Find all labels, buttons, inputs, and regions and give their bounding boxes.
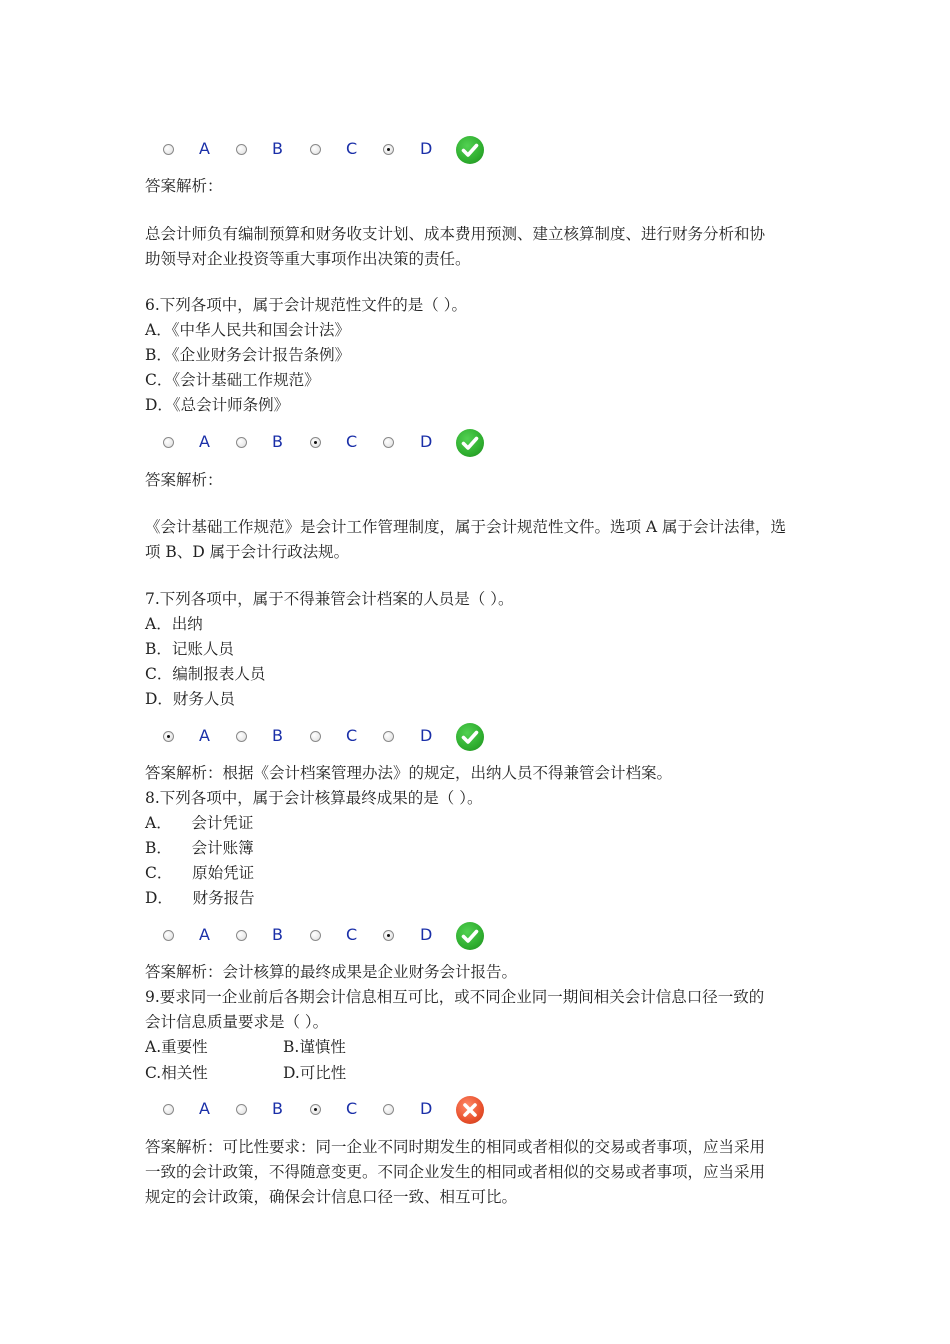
question-6-stem: 6.下列各项中，属于会计规范性文件的是（ ）。	[145, 296, 467, 314]
answer-row-q7	[163, 723, 523, 751]
radio-option-d[interactable]	[383, 1104, 394, 1115]
option-b-label[interactable]: B	[272, 432, 283, 451]
radio-option-b[interactable]	[236, 144, 247, 155]
radio-option-c[interactable]	[310, 144, 321, 155]
explanation-q5-line2: 助领导对企业投资等重大事项作出决策的责任。	[145, 250, 471, 268]
option-d-label[interactable]: D	[420, 726, 433, 745]
radio-option-c[interactable]	[310, 437, 321, 448]
correct-check-icon	[456, 723, 484, 751]
option-a-label[interactable]: A	[199, 139, 210, 158]
answer-row-q9	[163, 1096, 523, 1124]
question-7-choice-c: C．编制报表人员	[145, 665, 266, 683]
option-c-label[interactable]: C	[346, 1099, 358, 1118]
answer-row-q5	[163, 136, 523, 164]
radio-option-c[interactable]	[310, 930, 321, 941]
radio-option-b[interactable]	[236, 930, 247, 941]
analysis-label-q5: 答案解析：	[145, 177, 223, 195]
option-d-label[interactable]: D	[420, 139, 433, 158]
explanation-q9-line3: 规定的会计政策，确保会计信息口径一致、相互可比。	[145, 1188, 518, 1206]
answer-row-q8	[163, 922, 523, 950]
question-8-choice-c: C． 原始凭证	[145, 864, 255, 882]
question-6-choice-a: A．《中华人民共和国会计法》	[145, 321, 350, 339]
question-7-choice-b: B．记账人员	[145, 640, 234, 658]
radio-option-d[interactable]	[383, 930, 394, 941]
explanation-q9-line2: 一致的会计政策，不得随意变更。不同企业发生的相同或者相似的交易或者事项，应当采用	[145, 1163, 766, 1181]
radio-option-d[interactable]	[383, 144, 394, 155]
option-a-label[interactable]: A	[199, 925, 210, 944]
explanation-q6-line1: 《会计基础工作规范》是会计工作管理制度，属于会计规范性文件。选项 A 属于会计法律，选	[145, 518, 787, 536]
option-a-label[interactable]: A	[199, 1099, 210, 1118]
radio-option-a[interactable]	[163, 1104, 174, 1115]
radio-option-a[interactable]	[163, 437, 174, 448]
radio-option-a[interactable]	[163, 930, 174, 941]
question-9-choice-c: C.相关性	[145, 1064, 208, 1082]
explanation-q9-line1: 答案解析：可比性要求：同一企业不同时期发生的相同或者相似的交易或者事项，应当采用	[145, 1138, 766, 1156]
question-9-choice-d: D.可比性	[283, 1064, 347, 1082]
explanation-q5-line1: 总会计师负有编制预算和财务收支计划、成本费用预测、建立核算制度、进行财务分析和协	[145, 225, 766, 243]
radio-option-c[interactable]	[310, 1104, 321, 1115]
question-9-stem-line2: 会计信息质量要求是（ ）。	[145, 1013, 329, 1031]
question-6-choice-d: D．《总会计师条例》	[145, 396, 290, 414]
radio-option-b[interactable]	[236, 1104, 247, 1115]
option-b-label[interactable]: B	[272, 139, 283, 158]
option-b-label[interactable]: B	[272, 1099, 283, 1118]
question-6-choice-c: C．《会计基础工作规范》	[145, 371, 320, 389]
option-b-label[interactable]: B	[272, 925, 283, 944]
option-d-label[interactable]: D	[420, 432, 433, 451]
question-7-choice-a: A．出纳	[145, 615, 203, 633]
question-9-choice-a: A.重要性	[145, 1038, 208, 1056]
option-c-label[interactable]: C	[346, 726, 358, 745]
correct-check-icon	[456, 429, 484, 457]
question-9-choice-b: B.谨慎性	[283, 1038, 346, 1056]
explanation-q6-line2: 项 B、D 属于会计行政法规。	[145, 543, 350, 561]
option-c-label[interactable]: C	[346, 432, 358, 451]
correct-check-icon	[456, 922, 484, 950]
radio-option-d[interactable]	[383, 731, 394, 742]
option-c-label[interactable]: C	[346, 925, 358, 944]
option-a-label[interactable]: A	[199, 726, 210, 745]
question-7-choice-d: D．财务人员	[145, 690, 235, 708]
question-8-choice-a: A． 会计凭证	[145, 814, 254, 832]
radio-option-b[interactable]	[236, 731, 247, 742]
radio-option-c[interactable]	[310, 731, 321, 742]
option-d-label[interactable]: D	[420, 1099, 433, 1118]
analysis-label-q6: 答案解析：	[145, 471, 223, 489]
option-c-label[interactable]: C	[346, 139, 358, 158]
question-6-choice-b: B．《企业财务会计报告条例》	[145, 346, 351, 364]
question-7-stem: 7.下列各项中，属于不得兼管会计档案的人员是（ ）。	[145, 590, 514, 608]
option-b-label[interactable]: B	[272, 726, 283, 745]
answer-row-q6	[163, 429, 523, 457]
correct-check-icon	[456, 136, 484, 164]
question-8-choice-d: D． 财务报告	[145, 889, 255, 907]
radio-option-a[interactable]	[163, 144, 174, 155]
question-9-stem-line1: 9.要求同一企业前后各期会计信息相互可比，或不同企业同一期间相关会计信息口径一致的	[145, 988, 765, 1006]
option-a-label[interactable]: A	[199, 432, 210, 451]
explanation-q7: 答案解析：根据《会计档案管理办法》的规定，出纳人员不得兼管会计档案。	[145, 764, 673, 782]
explanation-q8: 答案解析：会计核算的最终成果是企业财务会计报告。	[145, 963, 518, 981]
question-8-stem: 8.下列各项中，属于会计核算最终成果的是（ ）。	[145, 789, 483, 807]
radio-option-b[interactable]	[236, 437, 247, 448]
incorrect-x-icon	[456, 1096, 484, 1124]
radio-option-d[interactable]	[383, 437, 394, 448]
option-d-label[interactable]: D	[420, 925, 433, 944]
radio-option-a[interactable]	[163, 731, 174, 742]
question-8-choice-b: B． 会计账簿	[145, 839, 254, 857]
